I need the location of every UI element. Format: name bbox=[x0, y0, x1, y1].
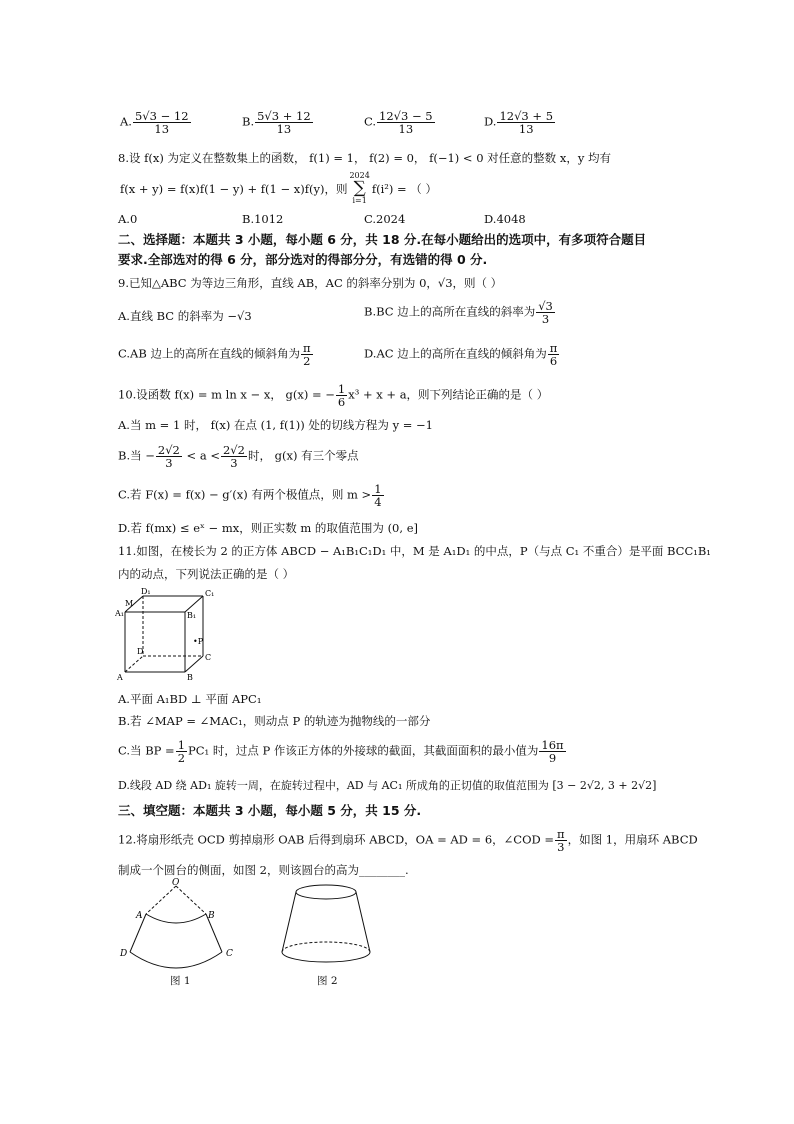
q8-summation: 2024 ∑ i=1 bbox=[349, 171, 370, 205]
cube-figure bbox=[115, 586, 225, 682]
fig1-caption: 图 1 bbox=[170, 975, 191, 987]
fig2-caption: 图 2 bbox=[317, 975, 338, 987]
sector-ring-figure bbox=[118, 876, 248, 976]
q9-option-d: D.AC 边上的高所在直线的倾斜角为 $\frac{\pi}{6}$ bbox=[364, 341, 558, 369]
q8-option-c: C.2024 bbox=[364, 212, 406, 226]
cube-label-d: D bbox=[137, 647, 144, 656]
q10-option-d: D.若 f(mx) ≤ eˣ − mx，则正实数 m 的取值范围为 (0, e] bbox=[118, 521, 418, 535]
q8-option-d: D.4048 bbox=[484, 212, 526, 226]
q11-option-a: A.平面 A₁BD ⊥ 平面 APC₁ bbox=[118, 692, 262, 706]
section-2-heading-line1: 二、选择题：本题共 3 小题，每小题 6 分，共 18 分.在每小题给出的选项中，有多项符合题目 bbox=[118, 232, 647, 247]
q8-stem-line2: f(x + y) = f(x)f(1 − y) + f(1 − x)f(y)，则 2024 ∑ i=1 f(i²) = （ ） bbox=[120, 171, 437, 205]
q11-stem-line2: 内的动点，下列说法正确的是（ ） bbox=[118, 567, 295, 581]
fig1-label-d: D bbox=[120, 949, 128, 959]
q11-option-d: D.线段 AD 绕 AD₁ 旋转一周，在旋转过程中，AD 与 AC₁ 所成角的正切值的取值范围为 [3 − 2√2, 3 + 2√2] bbox=[118, 779, 657, 792]
q11-option-c: C.当 BP = $\frac{1}{2}$ PC₁ 时，过点 P 作该正方体的外接球的截面，其截面面积的最小值为 $\frac{16\pi}{9}$ bbox=[118, 738, 564, 766]
q10-option-a: A.当 m = 1 时， f(x) 在点 (1, f(1)) 处的切线方程为 y = −1 bbox=[118, 418, 433, 432]
q8-option-b: B.1012 bbox=[242, 212, 284, 226]
q9-stem: 9.已知△ABC 为等边三角形，直线 AB，AC 的斜率分别为 0，√3，则（ ） bbox=[118, 276, 503, 290]
cube-label-c: C bbox=[205, 653, 212, 662]
cube-label-c1: C₁ bbox=[205, 589, 215, 598]
fig1-label-c: C bbox=[226, 949, 233, 959]
cube-label-m: M bbox=[125, 599, 134, 608]
q9-option-a: A.直线 BC 的斜率为 −√3 bbox=[118, 309, 252, 323]
q10-stem: 10.设函数 f(x) = m ln x − x， g(x) = − $\frac{1}{6}$ x³ + x + a，则下列结论正确的是（ ） bbox=[118, 382, 549, 410]
cube-label-d1: D₁ bbox=[141, 587, 151, 596]
fig1-label-o: O bbox=[172, 878, 180, 888]
q9-option-b: B.BC 边上的高所在直线的斜率为 $\frac{√3}{3}$ bbox=[364, 299, 553, 327]
q12-stem-line1: 12.将扇形纸壳 OCD 剪掉扇形 OAB 后得到扇环 ABCD，OA = AD = 6，∠COD = $\frac{\pi}{3}$ ，如图 1，用扇环 ABCD bbox=[118, 827, 698, 855]
cube-label-a1: A₁ bbox=[115, 609, 124, 618]
cube-label-b1: B₁ bbox=[187, 611, 197, 620]
cube-label-a: A bbox=[117, 673, 123, 682]
q7-option-c: C. $\frac{12√3 - 5}{13}$ bbox=[364, 109, 433, 137]
q8-option-a: A.0 bbox=[118, 212, 138, 226]
q12-stem-line2: 制成一个圆台的侧面，如图 2，则该圆台的高为________. bbox=[118, 863, 409, 877]
q9-option-c: C.AB 边上的高所在直线的倾斜角为 $\frac{\pi}{2}$ bbox=[118, 341, 311, 369]
cube-label-b: B bbox=[187, 673, 193, 682]
fig1-label-b: B bbox=[208, 911, 215, 921]
q7-option-b: B. $\frac{5√3 + 12}{13}$ bbox=[242, 109, 311, 137]
q11-option-b: B.若 ∠MAP = ∠MAC₁，则动点 P 的轨迹为抛物线的一部分 bbox=[118, 714, 431, 728]
cube-label-p: •P bbox=[193, 637, 204, 646]
section-2-heading-line2: 要求.全部选对的得 6 分，部分选对的得部分分，有选错的得 0 分. bbox=[118, 252, 488, 267]
q7-option-d: D. $\frac{12√3 + 5}{13}$ bbox=[484, 109, 554, 137]
section-3-heading: 三、填空题：本题共 3 小题，每小题 5 分，共 15 分. bbox=[118, 803, 422, 818]
q10-option-c: C.若 F(x) = f(x) − g′(x) 有两个极值点，则 m > $\frac{1}{4}$ bbox=[118, 482, 382, 510]
q8-stem-line1: 8.设 f(x) 为定义在整数集上的函数， f(1) = 1， f(2) = 0， f(−1) < 0 对任意的整数 x，y 均有 bbox=[118, 151, 611, 165]
fig1-label-a: A bbox=[136, 911, 143, 921]
frustum-figure bbox=[276, 876, 376, 972]
q10-option-b: B.当 − $\frac{2√2}{3}$ < a < $\frac{2√2}{3}$ 时， g(x) 有三个零点 bbox=[118, 443, 359, 471]
q11-stem-line1: 11.如图，在棱长为 2 的正方体 ABCD − A₁B₁C₁D₁ 中，M 是 A₁D₁ 的中点，P（与点 C₁ 不重合）是平面 BCC₁B₁ bbox=[118, 544, 711, 558]
q7-option-a: A. $\frac{5√3 - 12}{13}$ bbox=[120, 109, 189, 137]
